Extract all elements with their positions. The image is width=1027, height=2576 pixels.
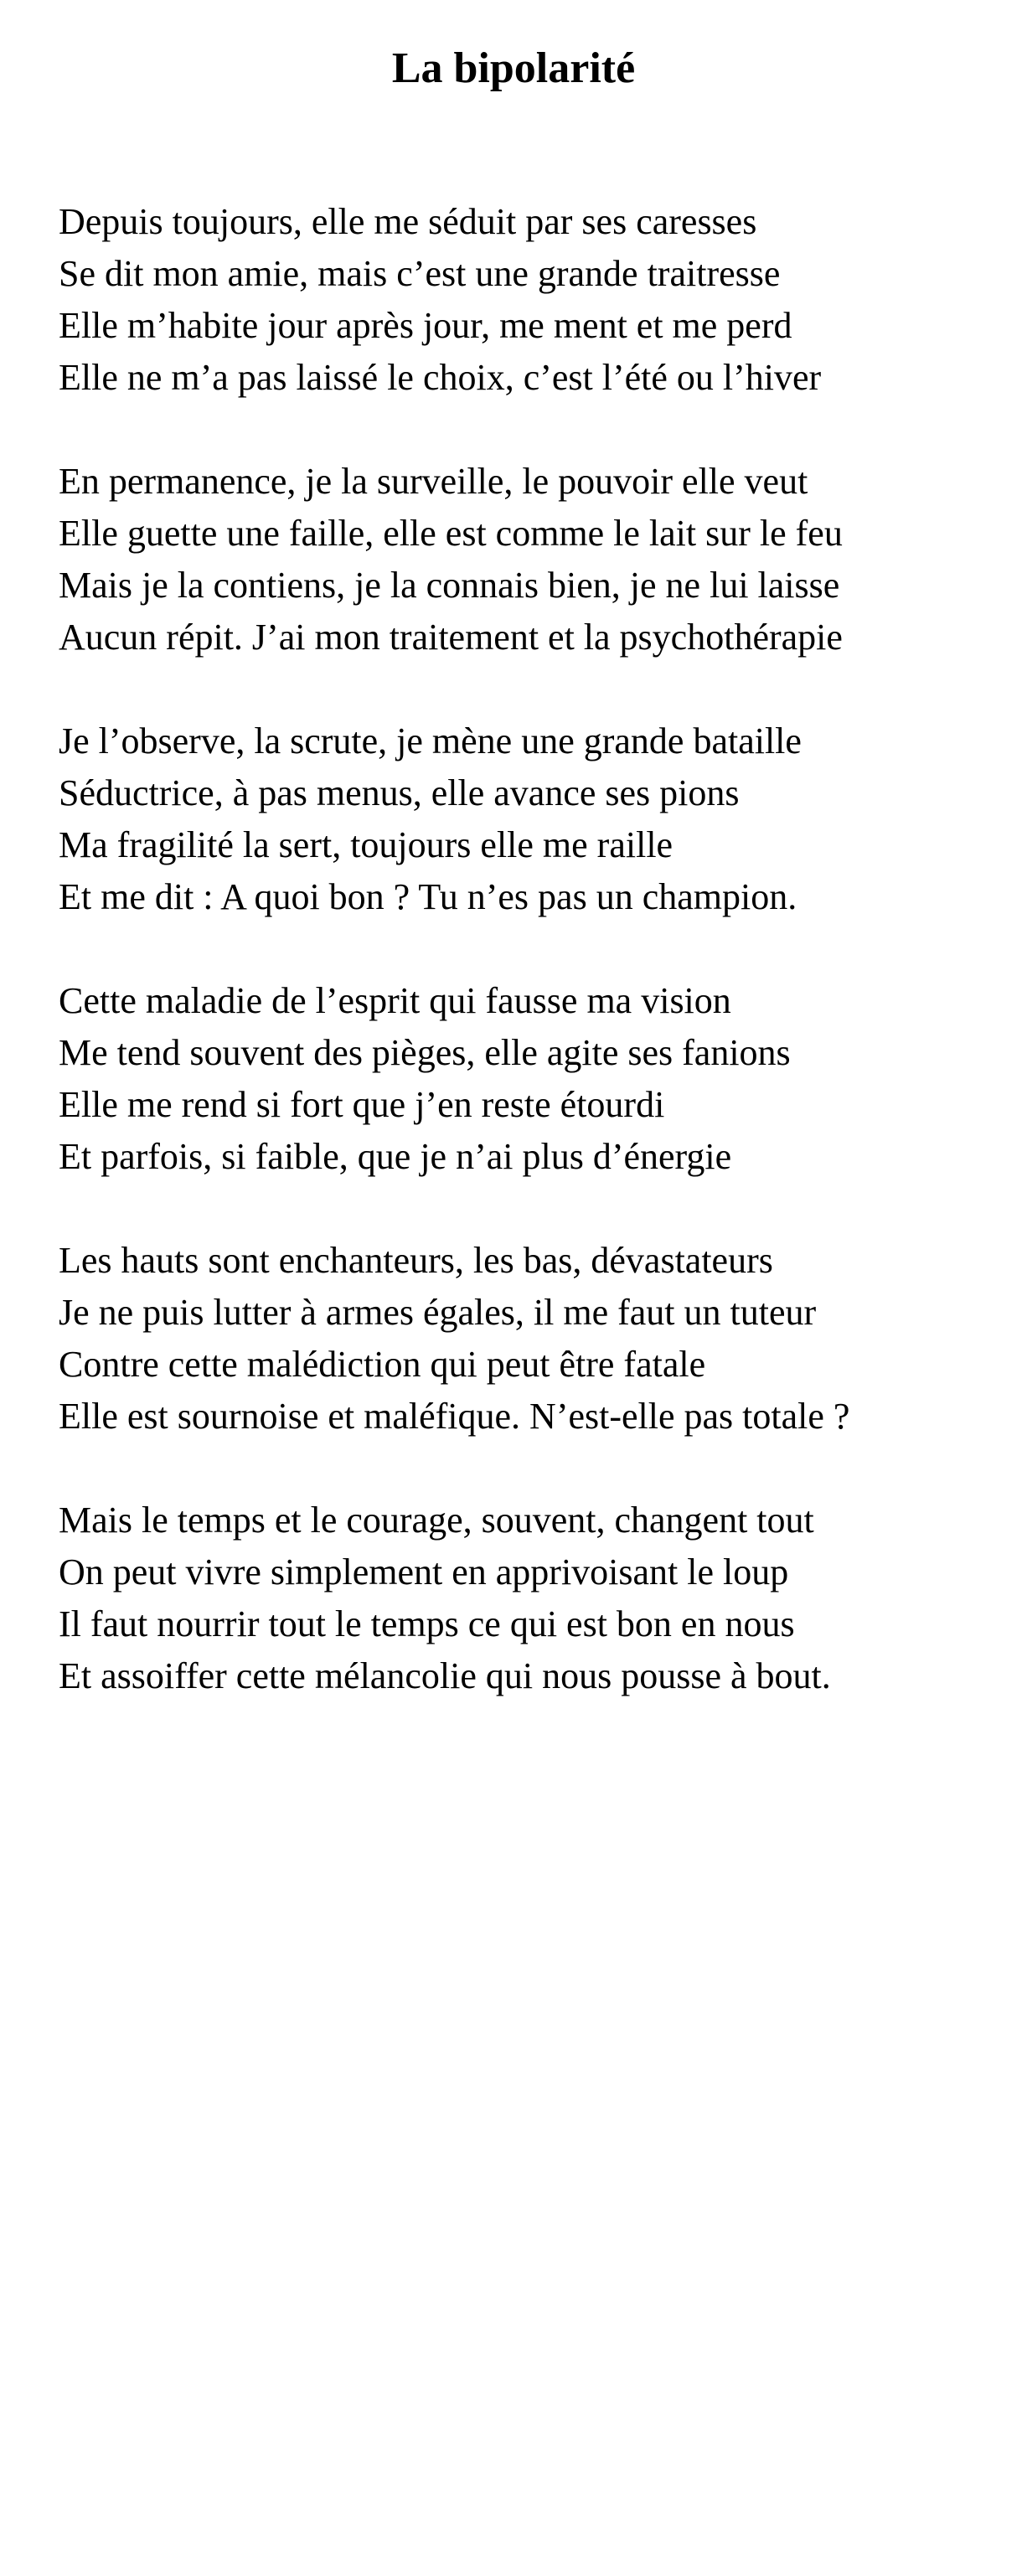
poem-line: Aucun répit. J’ai mon traitement et la psychothérapie [59,617,843,658]
poem-line: On peut vivre simplement en apprivoisant le loup [59,1551,789,1593]
poem-line: Séductrice, à pas menus, elle avance ses pions [59,772,740,813]
poem-line: Cette maladie de l’esprit qui fausse ma vision [59,980,731,1021]
poem-line: Je ne puis lutter à armes égales, il me faut un tuteur [59,1292,817,1333]
poem-line: Elle est sournoise et maléfique. N’est-elle pas totale ? [59,1396,850,1437]
poem-line: Contre cette malédiction qui peut être fatale [59,1344,706,1385]
poem-line: Les hauts sont enchanteurs, les bas, dévastateurs [59,1240,773,1281]
poem-line: Et assoiffer cette mélancolie qui nous pousse à bout. [59,1655,831,1696]
poem-line: Et me dit : A quoi bon ? Tu n’es pas un champion. [59,876,797,917]
poem-line: Il faut nourrir tout le temps ce qui est bon en nous [59,1603,795,1644]
poem-line: Elle m’habite jour après jour, me ment et me perd [59,305,792,346]
stanza-6 [59,1494,1005,1702]
poem-title: La bipolarité [391,44,636,92]
poem-line: Ma fragilité la sert, toujours elle me raille [59,824,673,865]
poem-line: Se dit mon amie, mais c’est une grande traitresse [59,253,781,294]
poem-line: Mais le temps et le courage, souvent, changent tout [59,1500,814,1541]
poem-line: Elle me rend si fort que j’en reste étourdi [59,1084,665,1125]
poem-line: Mais je la contiens, je la connais bien, je ne lui laisse [59,565,840,606]
poem-line: Elle guette une faille, elle est comme le lait sur le feu [59,513,843,554]
poem-body [59,196,1005,1754]
stanza-3 [59,715,1005,923]
poem-line: Depuis toujours, elle me séduit par ses caresses [59,201,757,242]
stanza-2 [59,456,1005,663]
poem-line: Elle ne m’a pas laissé le choix, c’est l’été ou l’hiver [59,357,822,398]
stanza-4 [59,975,1005,1183]
poem-line: Et parfois, si faible, que je n’ai plus d’énergie [59,1136,732,1177]
poem-line: En permanence, je la surveille, le pouvoir elle veut [59,461,808,502]
poem-line: Je l’observe, la scrute, je mène une grande bataille [59,720,802,761]
stanza-5 [59,1235,1005,1443]
poem-line: Me tend souvent des pièges, elle agite ses fanions [59,1032,791,1073]
stanza-1 [59,196,1005,404]
